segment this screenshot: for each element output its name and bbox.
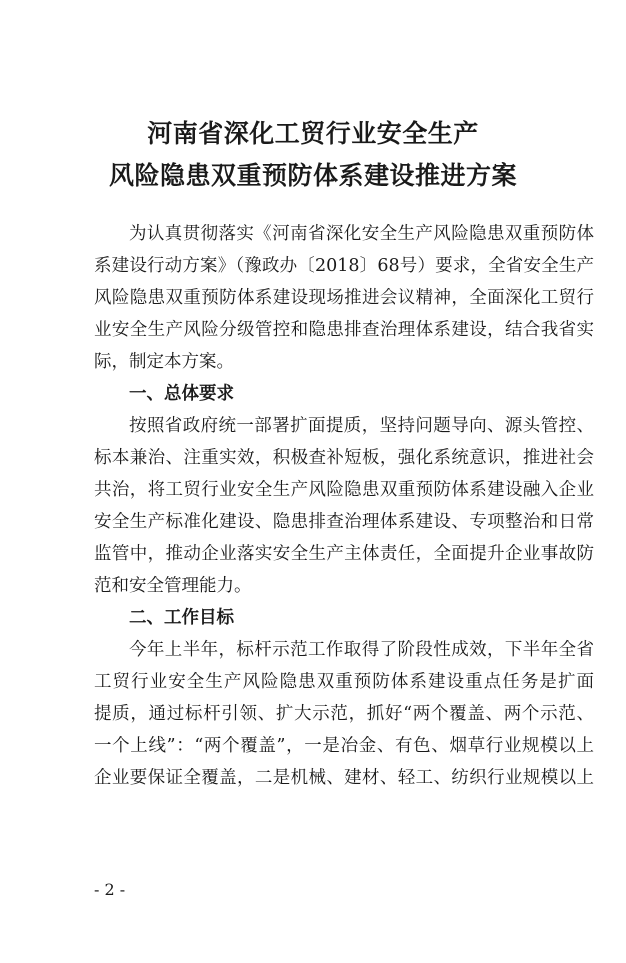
text-line: 业安全生产风险分级管控和隐患排查治理体系建设，结合我省实 <box>94 320 594 340</box>
section-heading-general-requirements: 一、总体要求 <box>129 384 234 404</box>
paragraph-general-requirements <box>94 410 594 602</box>
text-line: 风险隐患双重预防体系建设现场推进会议精神，全面深化工贸行 <box>94 288 594 308</box>
text-line: 今年上半年，标杆示范工作取得了阶段性成效，下半年全省 <box>129 640 594 660</box>
text-line: 标本兼治、注重实效，积极查补短板，强化系统意识，推进社会 <box>94 448 594 468</box>
text-line: 为认真贯彻落实《河南省深化安全生产风险隐患双重预防体 <box>129 224 594 244</box>
document-body <box>94 218 594 794</box>
document-title-line-1: 河南省深化工贸行业安全生产 <box>147 119 479 148</box>
section-heading-work-goals: 二、工作目标 <box>129 608 234 628</box>
text-line: 监管中，推动企业落实安全生产主体责任，全面提升企业事故防 <box>94 544 594 564</box>
text-line: 企业要保证全覆盖，二是机械、建材、轻工、纺织行业规模以上 <box>94 768 594 788</box>
paragraph-intro <box>94 218 594 378</box>
text-line: 工贸行业安全生产风险隐患双重预防体系建设重点任务是扩面 <box>94 672 594 692</box>
text-line: 提质，通过标杆引领、扩大示范，抓好“两个覆盖、两个示范、 <box>94 704 594 724</box>
page-number: - 2 - <box>94 880 126 899</box>
text-line: 际，制定本方案。 <box>94 352 234 372</box>
text-line: 系建设行动方案》（豫政办〔2018〕68号）要求，全省安全生产 <box>94 256 594 276</box>
text-line: 范和安全管理能力。 <box>94 576 252 596</box>
text-line: 按照省政府统一部署扩面提质，坚持问题导向、源头管控、 <box>129 416 594 436</box>
document-title-line-2: 风险隐患双重预防体系建设推进方案 <box>108 161 517 190</box>
paragraph-work-goals <box>94 634 594 794</box>
text-line: 安全生产标准化建设、隐患排查治理体系建设、专项整治和日常 <box>94 512 594 532</box>
text-line: 一个上线”：“两个覆盖”，一是冶金、有色、烟草行业规模以上 <box>94 736 594 756</box>
text-line: 共治，将工贸行业安全生产风险隐患双重预防体系建设融入企业 <box>94 480 594 500</box>
